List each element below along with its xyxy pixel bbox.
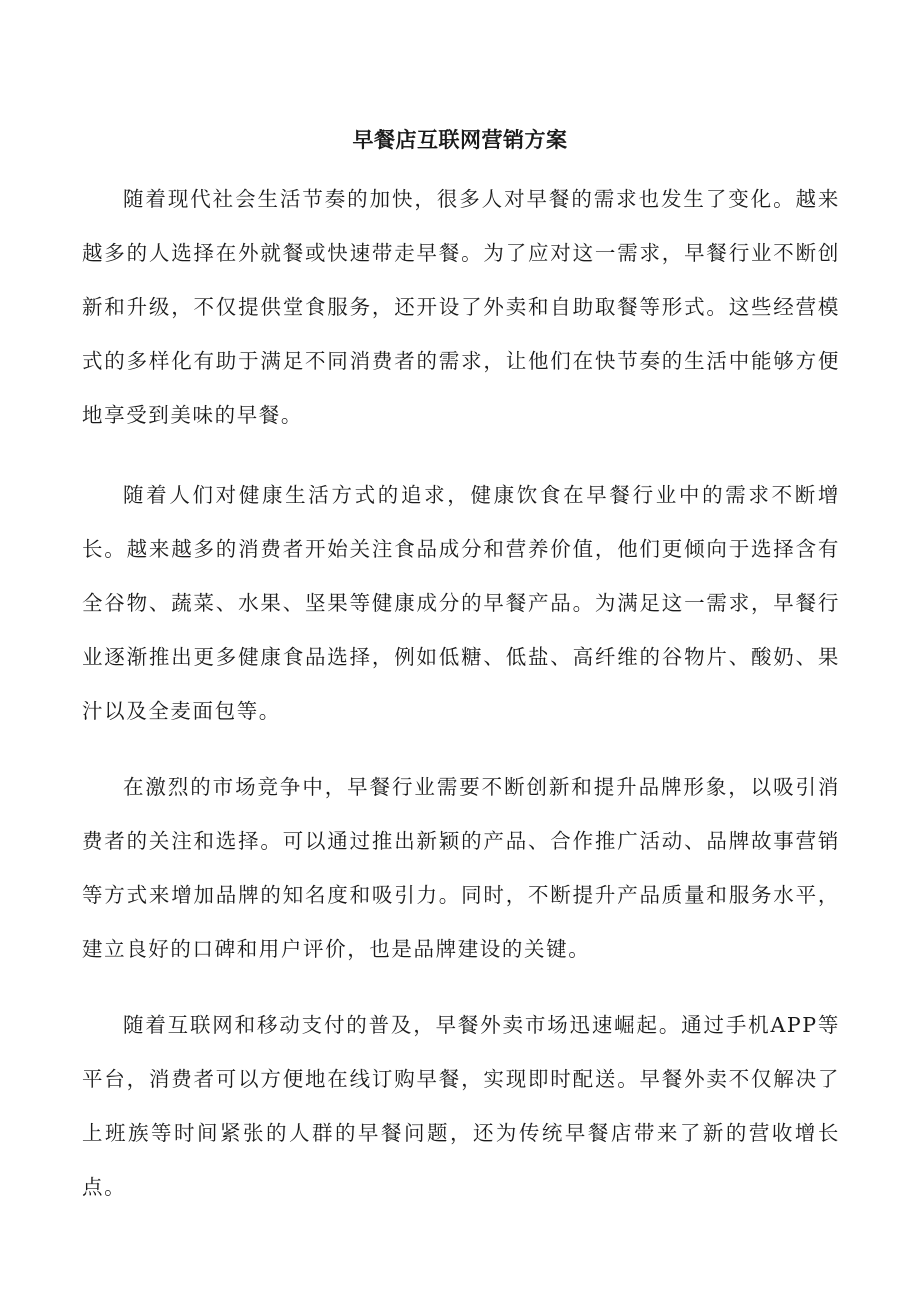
paragraph-3: 在激烈的市场竞争中，早餐行业需要不断创新和提升品牌形象，以吸引消费者的关注和选择。可以通过推出新颖的产品、合作推广活动、品牌故事营销等方式来增加品牌的知名度和吸引力。同时，不断提升产品质量和服务水平，建立良好的口碑和用户评价，也是品牌建设的关键。 xyxy=(82,775,840,961)
paragraph-1: 随着现代社会生活节奏的加快，很多人对早餐的需求也发生了变化。越来越多的人选择在外就餐或快速带走早餐。为了应对这一需求，早餐行业不断创新和升级，不仅提供堂食服务，还开设了外卖和自助取餐等形式。这些经营模式的多样化有助于满足不同消费者的需求，让他们在快节奏的生活中能够方便地享受到美味的早餐。 xyxy=(82,187,840,427)
paragraph-2: 随着人们对健康生活方式的追求，健康饮食在早餐行业中的需求不断增长。越来越多的消费者开始关注食品成分和营养价值，他们更倾向于选择含有全谷物、蔬菜、水果、坚果等健康成分的早餐产品。为满足这一需求，早餐行业逐渐推出更多健康食品选择，例如低糖、低盐、高纤维的谷物片、酸奶、果汁以及全麦面包等。 xyxy=(82,483,840,723)
document-title: 早餐店互联网营销方案 xyxy=(352,128,568,152)
document-body xyxy=(82,172,840,1236)
paragraph-4: 随着互联网和移动支付的普及，早餐外卖市场迅速崛起。通过手机APP等平台，消费者可以方便地在线订购早餐，实现即时配送。早餐外卖不仅解决了上班族等时间紧张的人群的早餐问题，还为传统早餐店带来了新的营收增长点。 xyxy=(82,1013,840,1199)
